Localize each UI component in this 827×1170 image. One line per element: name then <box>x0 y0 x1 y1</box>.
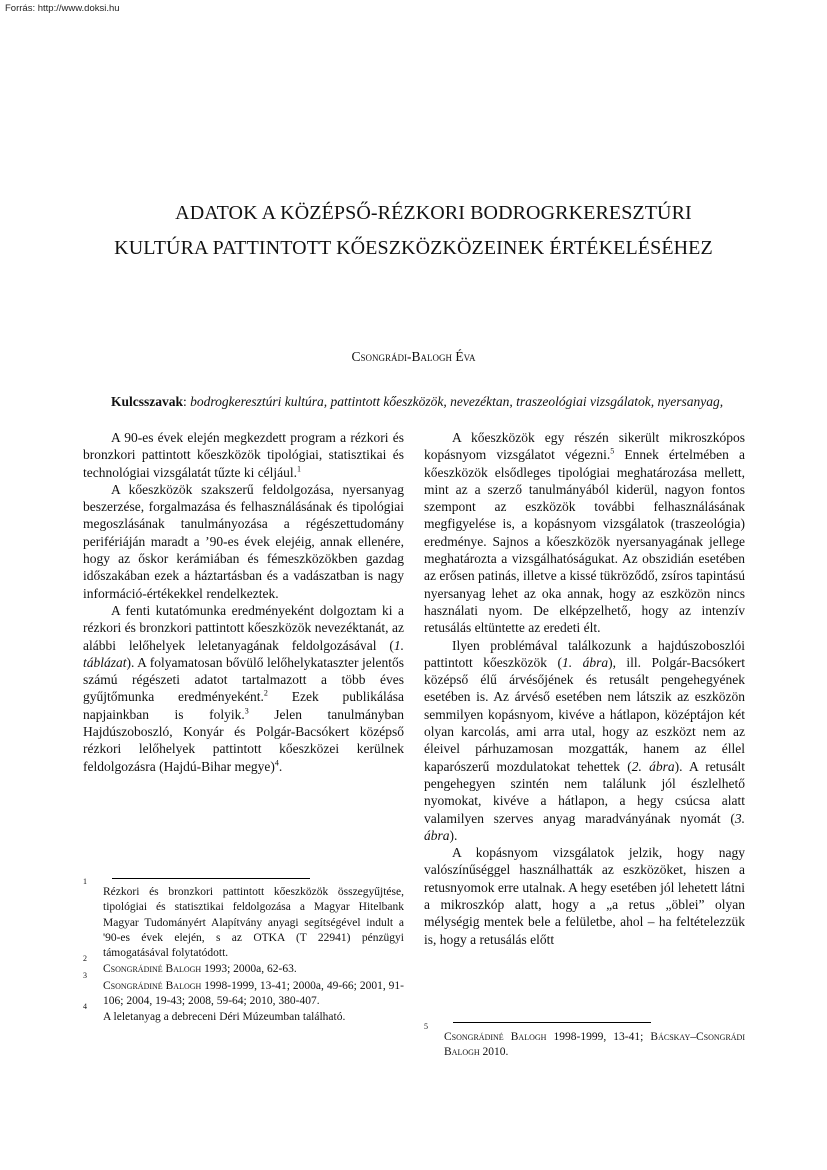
paragraph-text: ). A folyamatosan bővülő lelőhelykataszter jelentős számú régészeti adatot tartalmazott a több éves gyűjtőmunka eredményeként. <box>83 654 404 705</box>
footnote-ref: 5 <box>610 446 615 456</box>
footnote-ref: 2 <box>263 688 268 698</box>
paragraph <box>424 429 745 637</box>
footnote-text: 2010. <box>479 1046 509 1059</box>
source-label: Forrás: http://www.doksi.hu <box>5 3 120 14</box>
paragraph-text: ), ill. Polgár-Bacsókert középső élű árvésőjének és retusált pengehegyének esetében is. Az árvéső esetében nem látszik az eszközön semmilyen kopásnyom, kivéve a hátlapon, középtájon két olyan karcolás, ami arra utal, hogy az eszközt nem az éleivel párhuzamosan mozgatták, hanem az éllel kaparószerű mozdulatokat tehettek ( <box>424 654 745 774</box>
paragraph-text: Ennek értelmében a kőeszközök elsődleges tipológiai meghatározása mellett, mint az a szerző tanulmányából kiderül, nagyon fontos szempont az eszközök további felhasználásának megfigyelése is, a kopásnyom vizsgálatok (traszeológia) eredménye. Sajnos a kőeszközök nyersanyagának jellege meghatározta a vizsgálhatóságukat. Az obszidián esetében az erősen patinás, illetve a kissé tükröződő, zsíros tapintású nyersanyag lehet az oka annak, hogy az eszközön nincs használati nyom. De elképzelhető, hogy az intenzív retusálás eltüntette az eredeti élt. <box>424 447 745 636</box>
left-column <box>83 429 404 775</box>
figure-ref: 2. ábra <box>631 758 675 774</box>
paragraph-text: A 90-es évek elején megkezdett program a rézkori és bronzkori pattintott kőeszközök tipológiai, statisztikai és technológiai vizsgálatát tűzte ki céljául. <box>83 430 404 480</box>
paragraph-text: ). A retusált pengehegyen szintén nem találunk jól észlelhető nyomokat, kivéve a hátlapon, a hegy csúcsa alatt valamilyen szerves anyag maradványának nyomát ( <box>424 758 745 826</box>
footnote-text: 1998-1999, 13-41; <box>546 1031 651 1043</box>
keywords-text: bodrogkeresztúri kultúra, pattintott kőeszközök, nevezéktan, traszeológiai vizsgálatok, nyersanyag, <box>190 394 724 409</box>
paragraph-text: Ezek publikálása napjainkban is folyik. <box>83 689 405 722</box>
footnote: 1 Rézkori és bronzkori pattintott kőeszközök összegyűjtése, tipológiai és statisztikai feldolgozása a Magyar Hitelbank Magyar Tudományért Alapítvány anyagi segítségével indult a '90-es évek elején, s az OTKA (T 22941) pénzügyi támogatásával folytatódott. <box>83 877 404 960</box>
figure-ref: 3. ábra <box>424 810 745 843</box>
footnotes-left <box>83 877 404 1027</box>
right-column <box>424 429 745 948</box>
paragraph-text: A fenti kutatómunka eredményeként dolgoztam ki a rézkori és bronzkori pattintott kőeszközök nevezéktanát, az alábbi lelőhelyek leletanyagának feldolgozásával ( <box>83 602 404 653</box>
footnote-divider <box>453 1022 651 1023</box>
footnote-author: Csongrádiné Balogh <box>444 1031 547 1043</box>
footnote: 3 Csongrádiné Balogh 1998-1999, 13-41; 2000a, 49-66; 2001, 91-106; 2004, 19-43; 2008, 59-64; 2010, 380-407. <box>83 970 404 1008</box>
footnote: 2 Csongrádiné Balogh 1993; 2000a, 62-63. <box>83 954 297 976</box>
footnote-text: 1993; 2000a, 62-63. <box>201 963 297 976</box>
paragraph <box>83 429 404 481</box>
footnotes-right <box>424 1022 745 1062</box>
footnote-author: Bácskay–Csongrádi Balogh <box>444 1031 745 1059</box>
footnote: 4 A leletanyag a debreceni Déri Múzeumban található. <box>83 1002 346 1024</box>
paragraph-text: ). <box>449 827 458 843</box>
table-ref: 1. táblázat <box>83 637 404 670</box>
footnote-ref: 1 <box>297 464 302 474</box>
footnote-text: Rézkori és bronzkori pattintott kőeszközök összegyűjtése, tipológiai és statisztikai feldolgozása a Magyar Hitelbank Magyar Tudományért Alapítvány anyagi segítségével indult a '90-es évek elején, s az OTKA (T 22941) pénzügyi támogatásával folytatódott. <box>103 886 404 960</box>
author: Csongrádi-Balogh Éva <box>351 349 476 364</box>
paragraph: A kőeszközök szakszerű feldolgozása, nyersanyag beszerzése, forgalmazása és felhasználásának és tipológiai megoszlásának tanulmányozása a régészettudomány perifériáján maradt a ’90-es évek elejéig, annak ellenére, hogy az őskor kerámiában és fémeszközökben gazdag időszakában ezek a háztartásban és a vadászatban is nagy információ-értékekkel rendelkeztek. <box>83 481 404 601</box>
footnote-author: Csongrádiné Balogh <box>103 963 202 976</box>
footnote: 5 Csongrádiné Balogh 1998-1999, 13-41; Bácskay–Csongrádi Balogh 2010. <box>424 1022 745 1059</box>
keywords: Kulcsszavak: bodrogkeresztúri kultúra, pattintott kőeszközök, nevezéktan, traszeológiai vizsgálatok, nyersanyag, <box>111 394 724 409</box>
keywords-label: Kulcsszavak <box>111 394 184 409</box>
paragraph-text: Ilyen problémával találkozunk a hajdúszoboszlói pattintott kőeszközök ( <box>424 637 745 670</box>
paragraph <box>83 602 404 775</box>
footnote-ref: 3 <box>244 706 249 716</box>
paragraph-text: A kőeszközök egy részén sikerült mikroszkópos kopásnyom vizsgálatot végezni. <box>424 430 745 463</box>
footnote-text: A leletanyag a debreceni Déri Múzeumban található. <box>103 1011 346 1024</box>
footnote-ref: 4 <box>274 758 279 768</box>
footnote-text: 1998-1999, 13-41; 2000a, 49-66; 2001, 91-106; 2004, 19-43; 2008, 59-64; 2010, 380-407. <box>103 979 404 1008</box>
title-line-2: KULTÚRA PATTINTOTT KŐESZKÖZKÖZEINEK ÉRTÉKELÉSÉHEZ <box>114 237 713 259</box>
paragraph <box>424 637 745 845</box>
paragraph-text: Jelen tanulmányban Hajdúszoboszló, Konyár és Polgár-Bacsókert középső rézkori lelőhelyek pattintott kőeszközei kerülnek feldolgozásra (Hajdú-Bihar megye) <box>83 706 405 774</box>
footnote-author: Csongrádiné Balogh <box>103 979 202 992</box>
footnote-divider <box>112 878 310 879</box>
figure-ref: 1. ábra <box>561 654 609 670</box>
title-line-1: ADATOK A KÖZÉPSŐ-RÉZKORI BODROGRKERESZTÚRI <box>175 202 692 224</box>
paragraph: A kopásnyom vizsgálatok jelzik, hogy nagy valószínűséggel használhatták az eszközöket, hiszen a retusnyomok erre utalnak. A hegy esetében jól lehetett látni a mikroszkóp alatt, hogy a „a retus „öblei” olyan mélységig mentek bele a felületbe, ahol – ha feltételezzük is, hogy a retusálás előtt <box>424 845 745 947</box>
paragraph-text: . <box>278 758 283 774</box>
